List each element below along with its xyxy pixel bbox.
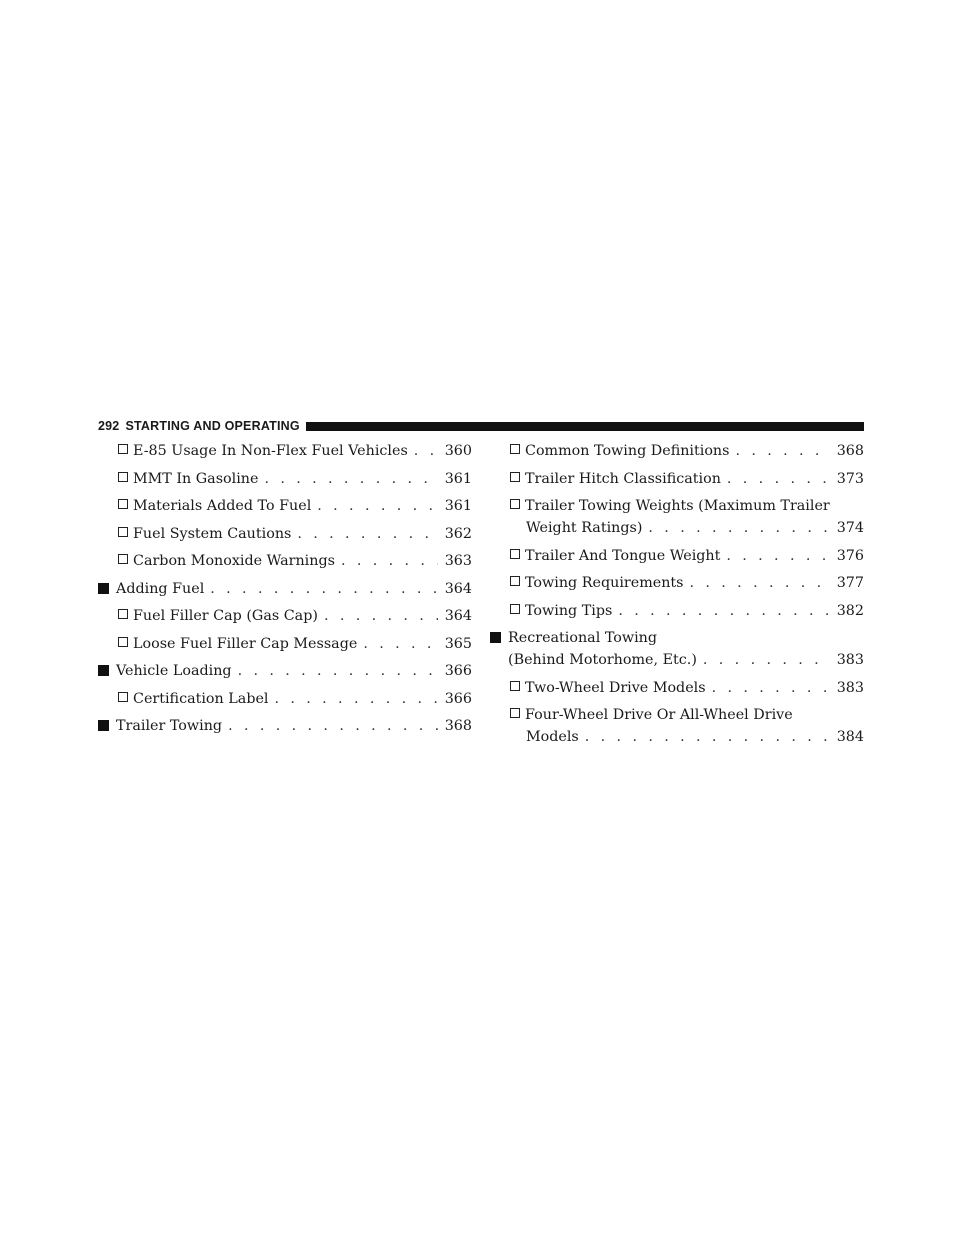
open-square-icon: [118, 637, 128, 647]
toc-entry-title: Materials Added To Fuel: [133, 498, 312, 514]
dot-leader: [703, 649, 830, 671]
toc-entry[interactable]: [490, 440, 864, 462]
toc-entry-title: Towing Tips: [525, 602, 613, 619]
dot-leader: [317, 495, 438, 517]
toc-entry-page: 365: [444, 635, 472, 652]
toc-entry[interactable]: [98, 550, 472, 572]
toc-entry[interactable]: [490, 627, 864, 671]
toc-entry-title: Towing Requirements: [525, 575, 684, 591]
toc-entry[interactable]: [98, 605, 472, 627]
open-square-icon: [510, 499, 520, 509]
open-square-icon: [510, 576, 520, 586]
open-square-icon: [118, 499, 128, 509]
dot-leader: [735, 440, 830, 462]
toc-entry-page: 383: [836, 652, 864, 668]
toc-entry-title-line: Recreational Towing: [508, 630, 658, 646]
toc-entry-title: Models: [526, 729, 579, 745]
open-square-icon: [118, 472, 128, 482]
toc-entry-page: 373: [836, 470, 864, 487]
open-square-icon: [510, 444, 520, 454]
toc-entry-title-line: Four-Wheel Drive Or All-Wheel Drive: [525, 707, 793, 723]
dot-leader: [275, 688, 439, 710]
toc-entry-title: Trailer Towing: [116, 718, 223, 734]
toc-entry[interactable]: [98, 440, 472, 462]
open-square-icon: [118, 444, 128, 454]
open-square-icon: [118, 692, 128, 702]
open-square-icon: [118, 527, 128, 537]
toc-entry-title: (Behind Motorhome, Etc.): [508, 652, 697, 668]
open-square-icon: [118, 554, 128, 564]
open-square-icon: [510, 549, 520, 559]
dot-leader: [648, 517, 830, 539]
toc-entry-page: 374: [836, 520, 864, 536]
toc-entry[interactable]: [98, 660, 472, 682]
toc-entry-page: 361: [444, 470, 472, 487]
toc-entry[interactable]: [490, 600, 864, 622]
toc-entry-page: 384: [836, 729, 864, 745]
toc-entry-page: 363: [444, 553, 472, 569]
dot-leader: [210, 578, 438, 600]
toc-entry-page: 362: [444, 525, 472, 542]
dot-leader: [726, 545, 830, 567]
toc-entry[interactable]: [490, 704, 864, 748]
toc-entry[interactable]: [490, 495, 864, 539]
open-square-icon: [510, 708, 520, 718]
toc-entry-page: 366: [444, 663, 472, 679]
dot-leader: [228, 715, 438, 737]
dot-leader: [690, 572, 830, 594]
toc-entry[interactable]: [490, 572, 864, 594]
toc-entry-page: 361: [444, 498, 472, 514]
toc-entry[interactable]: [490, 468, 864, 490]
open-square-icon: [510, 604, 520, 614]
toc-entry-title: Trailer Hitch Classification: [525, 470, 721, 487]
toc-entry-page: 377: [836, 575, 864, 591]
toc-right-column: [490, 440, 864, 754]
toc-entry-title: Fuel Filler Cap (Gas Cap): [133, 608, 318, 624]
open-square-icon: [510, 472, 520, 482]
toc-entry-title: Certification Label: [133, 690, 269, 707]
toc-entry-title: Trailer And Tongue Weight: [525, 547, 721, 564]
header-rule: [306, 422, 864, 431]
toc-entry-title: Loose Fuel Filler Cap Message: [133, 635, 358, 652]
toc-entry-title: Two-Wheel Drive Models: [525, 679, 706, 696]
toc-entry[interactable]: [98, 468, 472, 490]
open-square-icon: [510, 681, 520, 691]
dot-leader: [264, 468, 438, 490]
toc-entry-title: Adding Fuel: [116, 580, 205, 597]
dot-leader: [297, 523, 438, 545]
page-header: [98, 418, 864, 434]
toc-entry-title-line: Trailer Towing Weights (Maximum Trailer: [525, 498, 830, 514]
toc-entry-title: Vehicle Loading: [116, 663, 232, 679]
filled-square-icon: [98, 583, 109, 594]
toc-entry[interactable]: [98, 578, 472, 600]
filled-square-icon: [98, 665, 109, 676]
toc-entry-page: 376: [836, 547, 864, 564]
dot-leader: [727, 468, 830, 490]
toc-entry[interactable]: [98, 715, 472, 737]
dot-leader: [324, 605, 438, 627]
dot-leader: [618, 600, 830, 622]
toc-entry-page: 383: [836, 679, 864, 696]
dot-leader: [363, 633, 438, 655]
toc-entry[interactable]: [98, 688, 472, 710]
toc-entry-page: 360: [444, 443, 472, 459]
dot-leader: [238, 660, 438, 682]
toc-entry-page: 382: [836, 602, 864, 619]
toc-entry-title: Common Towing Definitions: [525, 443, 730, 459]
toc-entry[interactable]: [490, 677, 864, 699]
toc-entry-title: MMT In Gasoline: [133, 470, 259, 487]
section-title: STARTING AND OPERATING: [125, 419, 300, 433]
toc-entry[interactable]: [98, 523, 472, 545]
toc-entry-page: 366: [444, 690, 472, 707]
toc-entry-page: 364: [444, 608, 472, 624]
toc-entry-page: 368: [444, 718, 472, 734]
toc-entry-title: E-85 Usage In Non-Flex Fuel Vehicles: [133, 443, 408, 459]
open-square-icon: [118, 609, 128, 619]
dot-leader: [585, 726, 830, 748]
toc-entry[interactable]: [98, 495, 472, 517]
toc-entry-page: 368: [836, 443, 864, 459]
toc-entry-title: Fuel System Cautions: [133, 525, 292, 542]
dot-leader: [341, 550, 438, 572]
toc-entry-title: Carbon Monoxide Warnings: [133, 553, 335, 569]
toc-entry-title: Weight Ratings): [526, 520, 643, 536]
page-number: 292: [98, 419, 120, 433]
filled-square-icon: [98, 720, 109, 731]
toc-entry[interactable]: [98, 633, 472, 655]
toc-entry-page: 364: [444, 580, 472, 597]
toc-entry[interactable]: [490, 545, 864, 567]
dot-leader: [414, 440, 438, 462]
dot-leader: [712, 677, 830, 699]
filled-square-icon: [490, 632, 501, 643]
toc-left-column: [98, 440, 472, 743]
